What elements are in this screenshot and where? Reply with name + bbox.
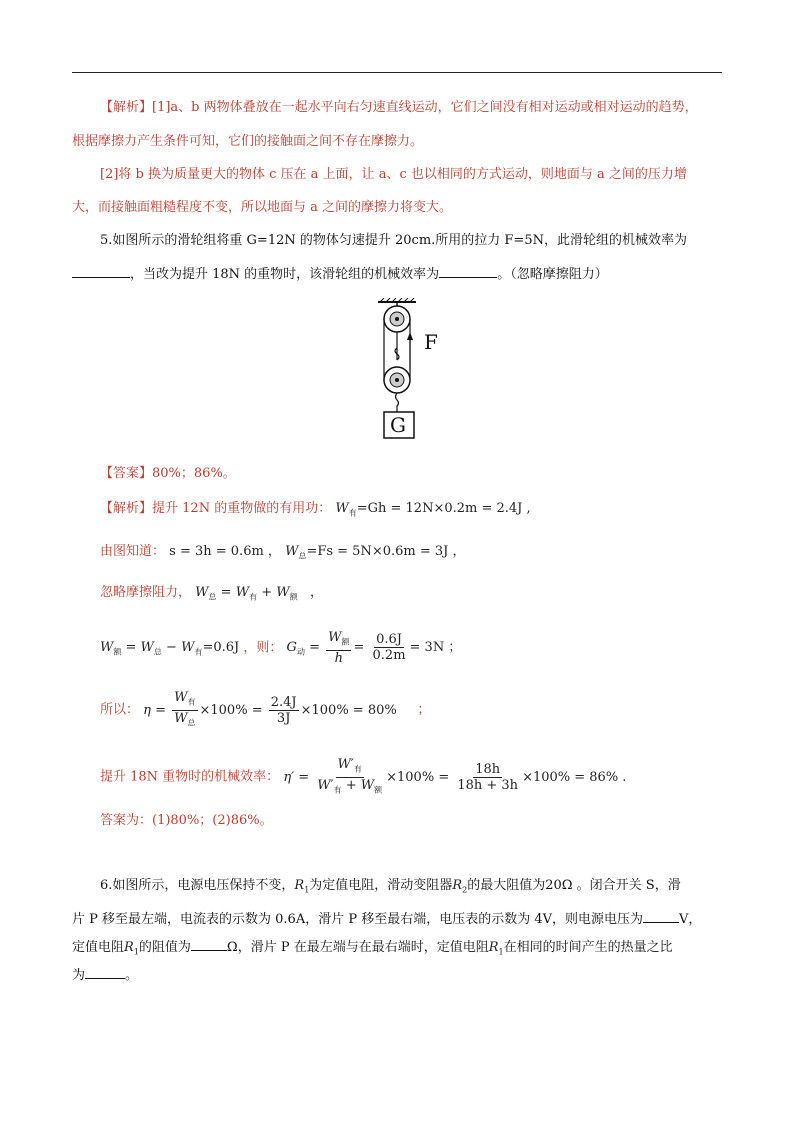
text: 18h + 3h (457, 777, 519, 793)
text: Ω，滑片 P 在最左端与在最右端时，定值电阻 (226, 940, 489, 955)
answer-blank (72, 265, 130, 278)
text: 在相同的时间产生的热量之比 (503, 940, 673, 955)
text: 为定值电阻，滑动变阻器 (309, 878, 453, 893)
text: 由图知道： (100, 544, 166, 559)
text: =0.6J (202, 640, 240, 656)
text: V， (679, 912, 702, 927)
answer-blank (439, 265, 497, 278)
text: 。 (125, 968, 139, 983)
answer-blank (85, 966, 125, 979)
analysis-tag: 【解析】 (100, 100, 153, 115)
answer-blank (191, 938, 227, 951)
math: $W_额 = W_总 - W_有=0.6J$ (100, 640, 240, 657)
q5-analysis-2 (100, 543, 750, 566)
text: ， (310, 585, 324, 600)
q5-final-answer: 答案为：(1)80%；(2)86%。 (100, 813, 273, 828)
math: $R_2$ (452, 878, 468, 895)
text: 提升 18N 重物时的机械效率： (100, 769, 280, 785)
q5-analysis-3 (100, 584, 750, 607)
text: ×100% = 86% . (522, 769, 627, 785)
analysis-prev-line-3: [2]将 b 换为质量更大的物体 c 压在 a 上面，让 a、c 也以相同的方式运动，则地面与 a 之间的压力增 (100, 167, 687, 182)
math: $W_有=Gh = 12N\times 0.2m = 2.4J$ , (335, 501, 531, 518)
frac: $\frac{W_额}{h}$ (328, 630, 350, 666)
analysis-prev-line-1 (72, 99, 722, 117)
frac (371, 632, 408, 663)
text: 定值电阻 (72, 940, 125, 955)
text: ； (417, 702, 431, 718)
q6-line-2 (72, 910, 722, 929)
text: 的阻值为 (138, 940, 191, 955)
text: 的最大阻值为20Ω 。闭合开关 S，滑 (467, 878, 681, 893)
math: $W_总=Fs = 5N\times 0.6m = 3J$ ， (285, 544, 466, 561)
q6-line-1 (100, 877, 750, 900)
analysis-prev-line-2: 根据摩擦力产生条件可知，它们的接触面之间不存在摩擦力。 (72, 134, 424, 149)
pulley-figure (360, 298, 450, 444)
math: η′ = $\frac{W'_有}{W'_有 + W_额}$ ×100% = $\frac{18h}{18h + 3h}$ ×100% = 86% . (283, 770, 626, 785)
text: [1]a、b 两物体叠放在一起水平向右匀速直线运动，它们之间没有相对运动或相对运动的趋势， (152, 100, 698, 115)
math: η = $\frac{W_有}{W_总}$ ×100% = $\frac{2.4J}{3J}$ ×100% = 80% (143, 703, 401, 718)
analysis-tag: 【解析】 (100, 501, 153, 516)
text: 6.如图所示，电源电压保持不变， (100, 878, 295, 893)
q5-analysis-5 (100, 690, 750, 730)
text: ×100% = 80% (300, 702, 397, 718)
text: ，则： (243, 640, 283, 656)
text: =Fs = 5N×0.6m = 3J ， (306, 544, 466, 559)
answer-blank (643, 910, 679, 923)
text: 所以： (100, 702, 140, 718)
q5-line-2 (72, 265, 722, 284)
text: 0.2m (372, 648, 406, 664)
text: 80%；86%。 (152, 466, 236, 481)
text: 忽略摩擦阻力， (100, 585, 192, 600)
math: s = 3h = 0.6m ， (169, 544, 281, 559)
frac: $\frac{W_有}{W_总}$ (174, 690, 196, 728)
math: $W_总 = W_有 + W_额$ ， (195, 585, 324, 602)
weight-label-g: G (390, 413, 406, 437)
math: $R_1$ (124, 940, 139, 957)
header-rule (72, 72, 722, 73)
q6-line-4 (72, 966, 722, 985)
text: 18h (475, 761, 501, 777)
text: 0.6J (376, 632, 402, 648)
q6-line-3 (72, 938, 722, 962)
text: 2.4J (270, 694, 297, 710)
text: 片 P 移至最左端，电流表的示数为 0.6A，滑片 P 移至最右端，电压表的示数为 4V，则电源电压为 (72, 912, 644, 927)
force-label-f: F (424, 330, 438, 354)
text: 3J (276, 710, 291, 726)
frac (269, 695, 299, 726)
text: 为 (72, 968, 86, 983)
text: =Gh = 12N×0.2m = 2.4J , (356, 501, 531, 516)
text: 提升 12N 的重物做的有用功： (152, 501, 332, 516)
q5-analysis-1 (100, 500, 750, 523)
answer-tag: 【答案】 (100, 466, 153, 481)
text: ，当改为提升 18N 的重物时，该滑轮组的机械效率为 (130, 267, 440, 282)
q5-answer (100, 465, 750, 483)
analysis-prev-line-4: 大，而接触面粗糙程度不变，所以地面与 a 之间的摩擦力将变大。 (72, 200, 453, 215)
text: 。（忽略摩擦阻力） (497, 267, 608, 282)
frac: $\frac{W'_有}{W'_有 + W_额}$ (317, 757, 383, 795)
text: = 3N ； (409, 640, 462, 656)
math: $R_1$ (294, 878, 310, 895)
math: $R_1$ (488, 940, 504, 957)
q5-analysis-6 (100, 757, 750, 797)
math: $G_动$ = $\frac{W_额}{h}$ = $\frac{0.6J}{0.2m}$ = 3N ； (286, 630, 462, 666)
q5-analysis-4 (100, 630, 750, 666)
q5-line-1: 5.如图所示的滑轮组将重 G=12N 的物体匀速提升 20cm.所用的拉力 F=5N，此滑轮组的机械效率为 (100, 233, 687, 248)
frac (455, 762, 520, 793)
